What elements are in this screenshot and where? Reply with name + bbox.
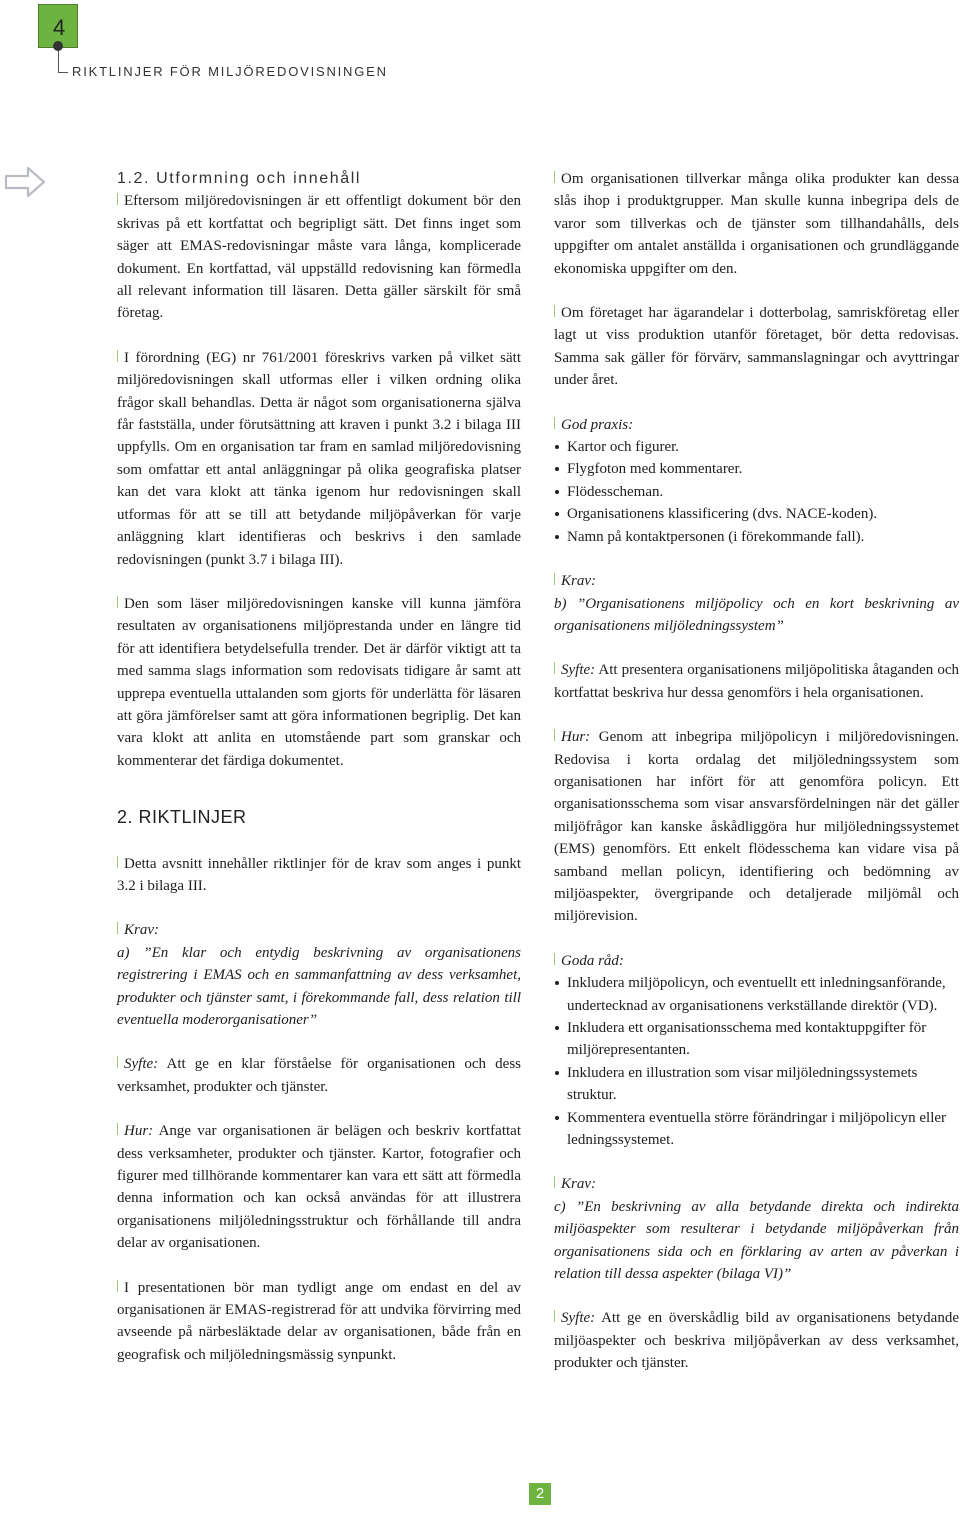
paragraph-marker <box>117 1280 118 1292</box>
krav-label: Krav: <box>554 1173 959 1195</box>
paragraph-marker <box>554 417 555 429</box>
paragraph-marker <box>117 922 118 934</box>
krav-b-text: b) ”Organisationens miljöpolicy och en kort beskrivning av organisationens miljöledningssystem” <box>554 595 959 634</box>
paragraph: I presentationen bör man tydligt ange om endast en del av organisationen är EMAS-registrerad för att undvika förvirring med avseende på närbesläktade delar av organisationen, både från en geografisk och miljöledningsmässig synpunkt. <box>117 1279 521 1363</box>
paragraph: I förordning (EG) nr 761/2001 föreskrivs varken på vilket sätt miljöredovisningen skall utformas eller i vilken ordning olika frågor skall behandlas. Detta är något som organisationerna själva får fastställa, under förutsättning att kraven i punkt 3.2 i bilaga III uppfylls. Om en organisation tar fram en samlad miljöredovisning som omfattar ett antal anläggningar på olika geografiska platser kan det vara klokt att tänka igenom hur redovisningen skall utformas för att se till att betydande miljöpåverkan för varje anläggning klart identifieras och beskrivs i den samlade redovisningen (punkt 3.7 i bilaga III). <box>117 349 521 568</box>
goda-rad-list <box>554 972 959 1151</box>
arrow-right-icon <box>4 162 48 202</box>
syfte-paragraph: Syfte: Att ge en överskådlig bild av organisationens betydande miljöaspekter och beskriva miljöpåverkan av dess verksamhet, produkter och tjänster. <box>554 1310 959 1372</box>
chapter-number: 4 <box>53 15 66 40</box>
section-heading: 1.2. Utformning och innehåll <box>117 170 362 187</box>
paragraph-marker <box>554 953 555 965</box>
section-2-heading: 2. RIKTLINJER <box>117 807 247 828</box>
paragraph-marker <box>554 573 555 585</box>
list-item: Flygfoton med kommentarer. <box>554 458 959 480</box>
list-item: Inkludera en illustration som visar miljöledningssystemets struktur. <box>554 1062 959 1107</box>
paragraph-marker <box>554 1176 555 1188</box>
list-item: Inkludera miljöpolicyn, och eventuellt ett inledningsanförande, undertecknad av organisationens verkställande direktör (VD). <box>554 972 959 1017</box>
hur-paragraph: Hur: Ange var organisationen är belägen och beskriv kortfattat dess verksamheter, produkter och tjänster. Kartor, fotografier och figurer med tillhörande kommentarer kan vara ett sätt att förmedla denna information och kan också användas för att illustrera organisationens miljöledningsstruktur och förhållande till andra delar av organisationen. <box>117 1123 521 1252</box>
list-item: Namn på kontaktpersonen (i förekommande fall). <box>554 526 959 548</box>
krav-label: Krav: <box>117 919 521 941</box>
krav-a-text: a) ”En klar och entydig beskrivning av organisationens registrering i EMAS och en sammanfattning av dess verksamhet, produkter och tjänster samt, i förekommande fall, dess relation till eventuella moderorganisationer” <box>117 944 521 1028</box>
paragraph-marker <box>117 856 118 868</box>
paragraph-marker <box>117 350 118 362</box>
paragraph: Om organisationen tillverkar många olika produkter kan dessa slås ihop i produktgrupper. Man skulle kunna inbegripa dels de varor som tillverkas och de tjänster som tillhandahålls, dels uppgifter om antalet anställda i organisationen och grundläggande ekonomiska uppgifter om den. <box>554 171 959 277</box>
header-rule-horizontal <box>58 72 68 73</box>
list-item: Flödesscheman. <box>554 481 959 503</box>
running-header: RIKTLINJER FÖR MILJÖREDOVISNINGEN <box>72 64 388 79</box>
list-item: Inkludera ett organisationsschema med kontaktuppgifter för miljörepresentanten. <box>554 1017 959 1062</box>
god-praxis-label: God praxis: <box>554 414 959 436</box>
page-number: 2 <box>529 1483 551 1505</box>
paragraph: Om företaget har ägarandelar i dotterbolag, samriskföretag eller lagt ut viss produktion utanför företaget, bör detta redovisas. Samma sak gäller för förvärv, sammanslagningar och avyttringar under året. <box>554 305 959 389</box>
list-item: Kommentera eventuella större förändringar i miljöpolicyn eller ledningssystemet. <box>554 1107 959 1152</box>
paragraph-marker <box>554 1310 555 1322</box>
god-praxis-list <box>554 436 959 548</box>
header-dot <box>53 41 63 51</box>
paragraph-marker <box>117 596 118 608</box>
paragraph-marker <box>554 171 555 183</box>
goda-rad-label: Goda råd: <box>554 950 959 972</box>
paragraph-marker <box>117 193 118 205</box>
paragraph: Eftersom miljöredovisningen är ett offentligt dokument bör den skrivas på ett kortfattat och begripligt sätt. Det finns inget som säger att EMAS-redovisningar måste vara långa, komplicerade dokument. En kortfattad, väl uppställd redovisning kan förmedla all relevant information till läsaren. Detta gäller särskilt för små företag. <box>117 193 521 322</box>
list-item: Kartor och figurer. <box>554 436 959 458</box>
syfte-paragraph: Syfte: Att ge en klar förståelse för organisationen och dess verksamhet, produkter och tjänster. <box>117 1056 521 1095</box>
paragraph: Den som läser miljöredovisningen kanske vill kunna jämföra resultaten av organisationens miljöprestanda under en längre tid för att identifiera betydelsefulla trender. Det är därför viktigt att ta med samma slags information som redovisats tidigare år samt att upprepa eventuella uttalanden som gjorts för underlätta för läsaren att göra jämförelser samt att göra informationen begriplig. Det kan vara klokt att anlita en utomstående part som granskar och kommenterar det färdiga dokumentet. <box>117 595 521 769</box>
paragraph-marker <box>117 1056 118 1068</box>
krav-label: Krav: <box>554 570 959 592</box>
paragraph: Detta avsnitt innehåller riktlinjer för de krav som anges i punkt 3.2 i bilaga III. <box>117 855 521 894</box>
right-column <box>554 168 959 1375</box>
paragraph-marker <box>554 729 555 741</box>
left-column <box>117 168 521 1366</box>
krav-c-text: c) ”En beskrivning av alla betydande direkta och indirekta miljöaspekter som resulterar i betydande miljöpåverkan från organisationens sida och en förklaring av arten av påverkan i relation till dessa aspekter (bilaga VI)” <box>554 1198 959 1283</box>
paragraph-marker <box>117 1123 118 1135</box>
paragraph-marker <box>554 662 555 674</box>
paragraph-marker <box>554 305 555 317</box>
list-item: Organisationens klassificering (dvs. NACE-koden). <box>554 503 959 525</box>
syfte-paragraph: Syfte: Att presentera organisationens miljöpolitiska åtaganden och kortfattat beskriva hur dessa genomförs i hela organisationen. <box>554 662 959 701</box>
hur-paragraph: Hur: Genom att inbegripa miljöpolicyn i miljöredovisningen. Redovisa i korta ordalag det miljöledningssystem som organisationen har infört för att genomföra policyn. Ett organisationsschema som visar ansvarsfördelningen när det gäller miljöfrågor kan kanske åskådliggöra hur miljöledningssystemet (EMS) genomförs. Ett enkelt flödesschema kan vidare visa på samband mellan policyn, identifiering och bedömning av miljöaspekter, övergripande och detaljerade miljömål och miljörevision. <box>554 729 959 925</box>
